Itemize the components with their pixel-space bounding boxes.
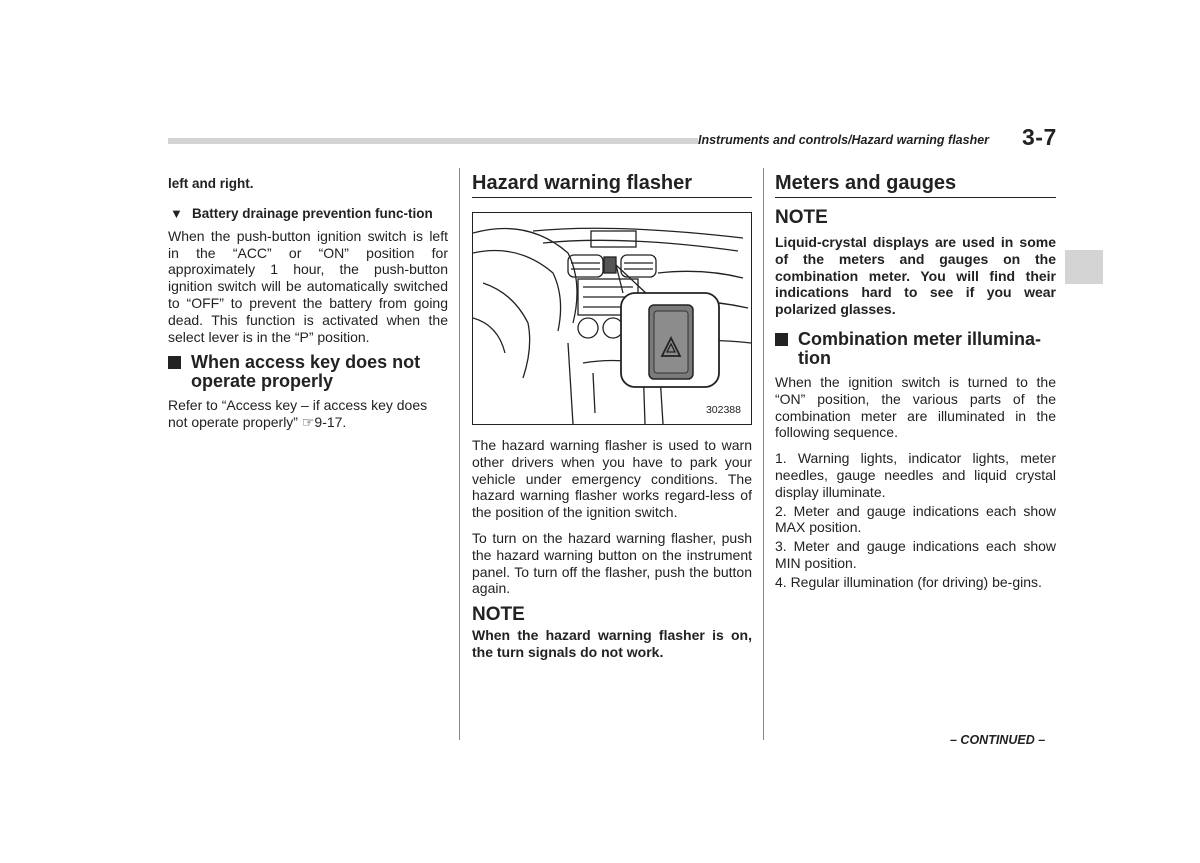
- section-title: Instruments and controls/Hazard warning flasher: [698, 133, 990, 147]
- column-2: [472, 172, 752, 661]
- battery-heading-text: Battery drainage prevention func-tion: [192, 205, 433, 221]
- column-divider: [459, 168, 460, 740]
- page-number: 3-7: [1022, 124, 1057, 150]
- hazard-paragraph-1: The hazard warning flasher is used to warn other drivers when you have to park your vehicle under emergency conditions. The hazard warning flasher works regard-less of the position of the ignition switch.: [472, 437, 752, 521]
- hazard-note-text: When the hazard warning flasher is on, the turn signals do not work.: [472, 627, 752, 660]
- hazard-heading: Hazard warning flasher: [472, 172, 752, 198]
- continued-label: – CONTINUED –: [950, 733, 1046, 747]
- access-paragraph: Refer to “Access key – if access key does not operate properly” ☞9-17.: [168, 397, 428, 431]
- meters-note-heading: NOTE: [775, 207, 828, 228]
- column-1: [168, 172, 448, 431]
- dashboard-drawing: [473, 213, 751, 424]
- square-bullet-icon: [168, 356, 181, 369]
- square-bullet-icon: [775, 333, 788, 346]
- list-item: 3. Meter and gauge indications each show MIN position.: [775, 538, 1056, 571]
- hazard-paragraph-2: To turn on the hazard warning flasher, push the hazard warning button on the instrument panel. To turn off the flasher, push the button again.: [472, 529, 752, 597]
- triangle-bullet-icon: ▼: [170, 205, 183, 221]
- battery-heading: [168, 206, 448, 222]
- header-rule: [168, 138, 698, 144]
- chapter-tab: [1065, 250, 1103, 284]
- access-heading: [168, 353, 448, 391]
- hazard-button-illustration: [472, 212, 752, 425]
- list-item: 4. Regular illumination (for driving) be-gins.: [775, 573, 1042, 590]
- column-divider: [763, 168, 764, 740]
- combo-heading: [775, 330, 1056, 368]
- meters-heading: Meters and gauges: [775, 172, 1056, 198]
- list-item: 1. Warning lights, indicator lights, meter needles, gauge needles and liquid crystal display illuminate.: [775, 450, 1056, 500]
- combo-heading-text: Combination meter illumina-tion: [798, 328, 1042, 368]
- column-3: [775, 172, 1056, 591]
- intro-text: left and right.: [168, 176, 254, 191]
- figure-label: 302388: [705, 404, 741, 416]
- access-heading-text: When access key does not operate properly: [191, 352, 421, 392]
- list-item: 2. Meter and gauge indications each show MAX position.: [775, 502, 1056, 536]
- hazard-note-heading: NOTE: [472, 604, 525, 626]
- combo-paragraph: When the ignition switch is turned to the “ON” position, the various parts of the combination meter are illuminated in the following sequence.: [775, 373, 1056, 441]
- battery-paragraph: When the push-button ignition switch is left in the “ACC” or “ON” position for approximately 1 hour, the push-button ignition switch will be automatically switched to “OFF” to prevent the battery from going dead. This function is activated when the select lever is in the “P” position.: [168, 227, 448, 345]
- meters-note-text: Liquid-crystal displays are used in some of the meters and gauges on the combination meter. You will find their indications hard to see if you wear polarized glasses.: [775, 234, 1056, 318]
